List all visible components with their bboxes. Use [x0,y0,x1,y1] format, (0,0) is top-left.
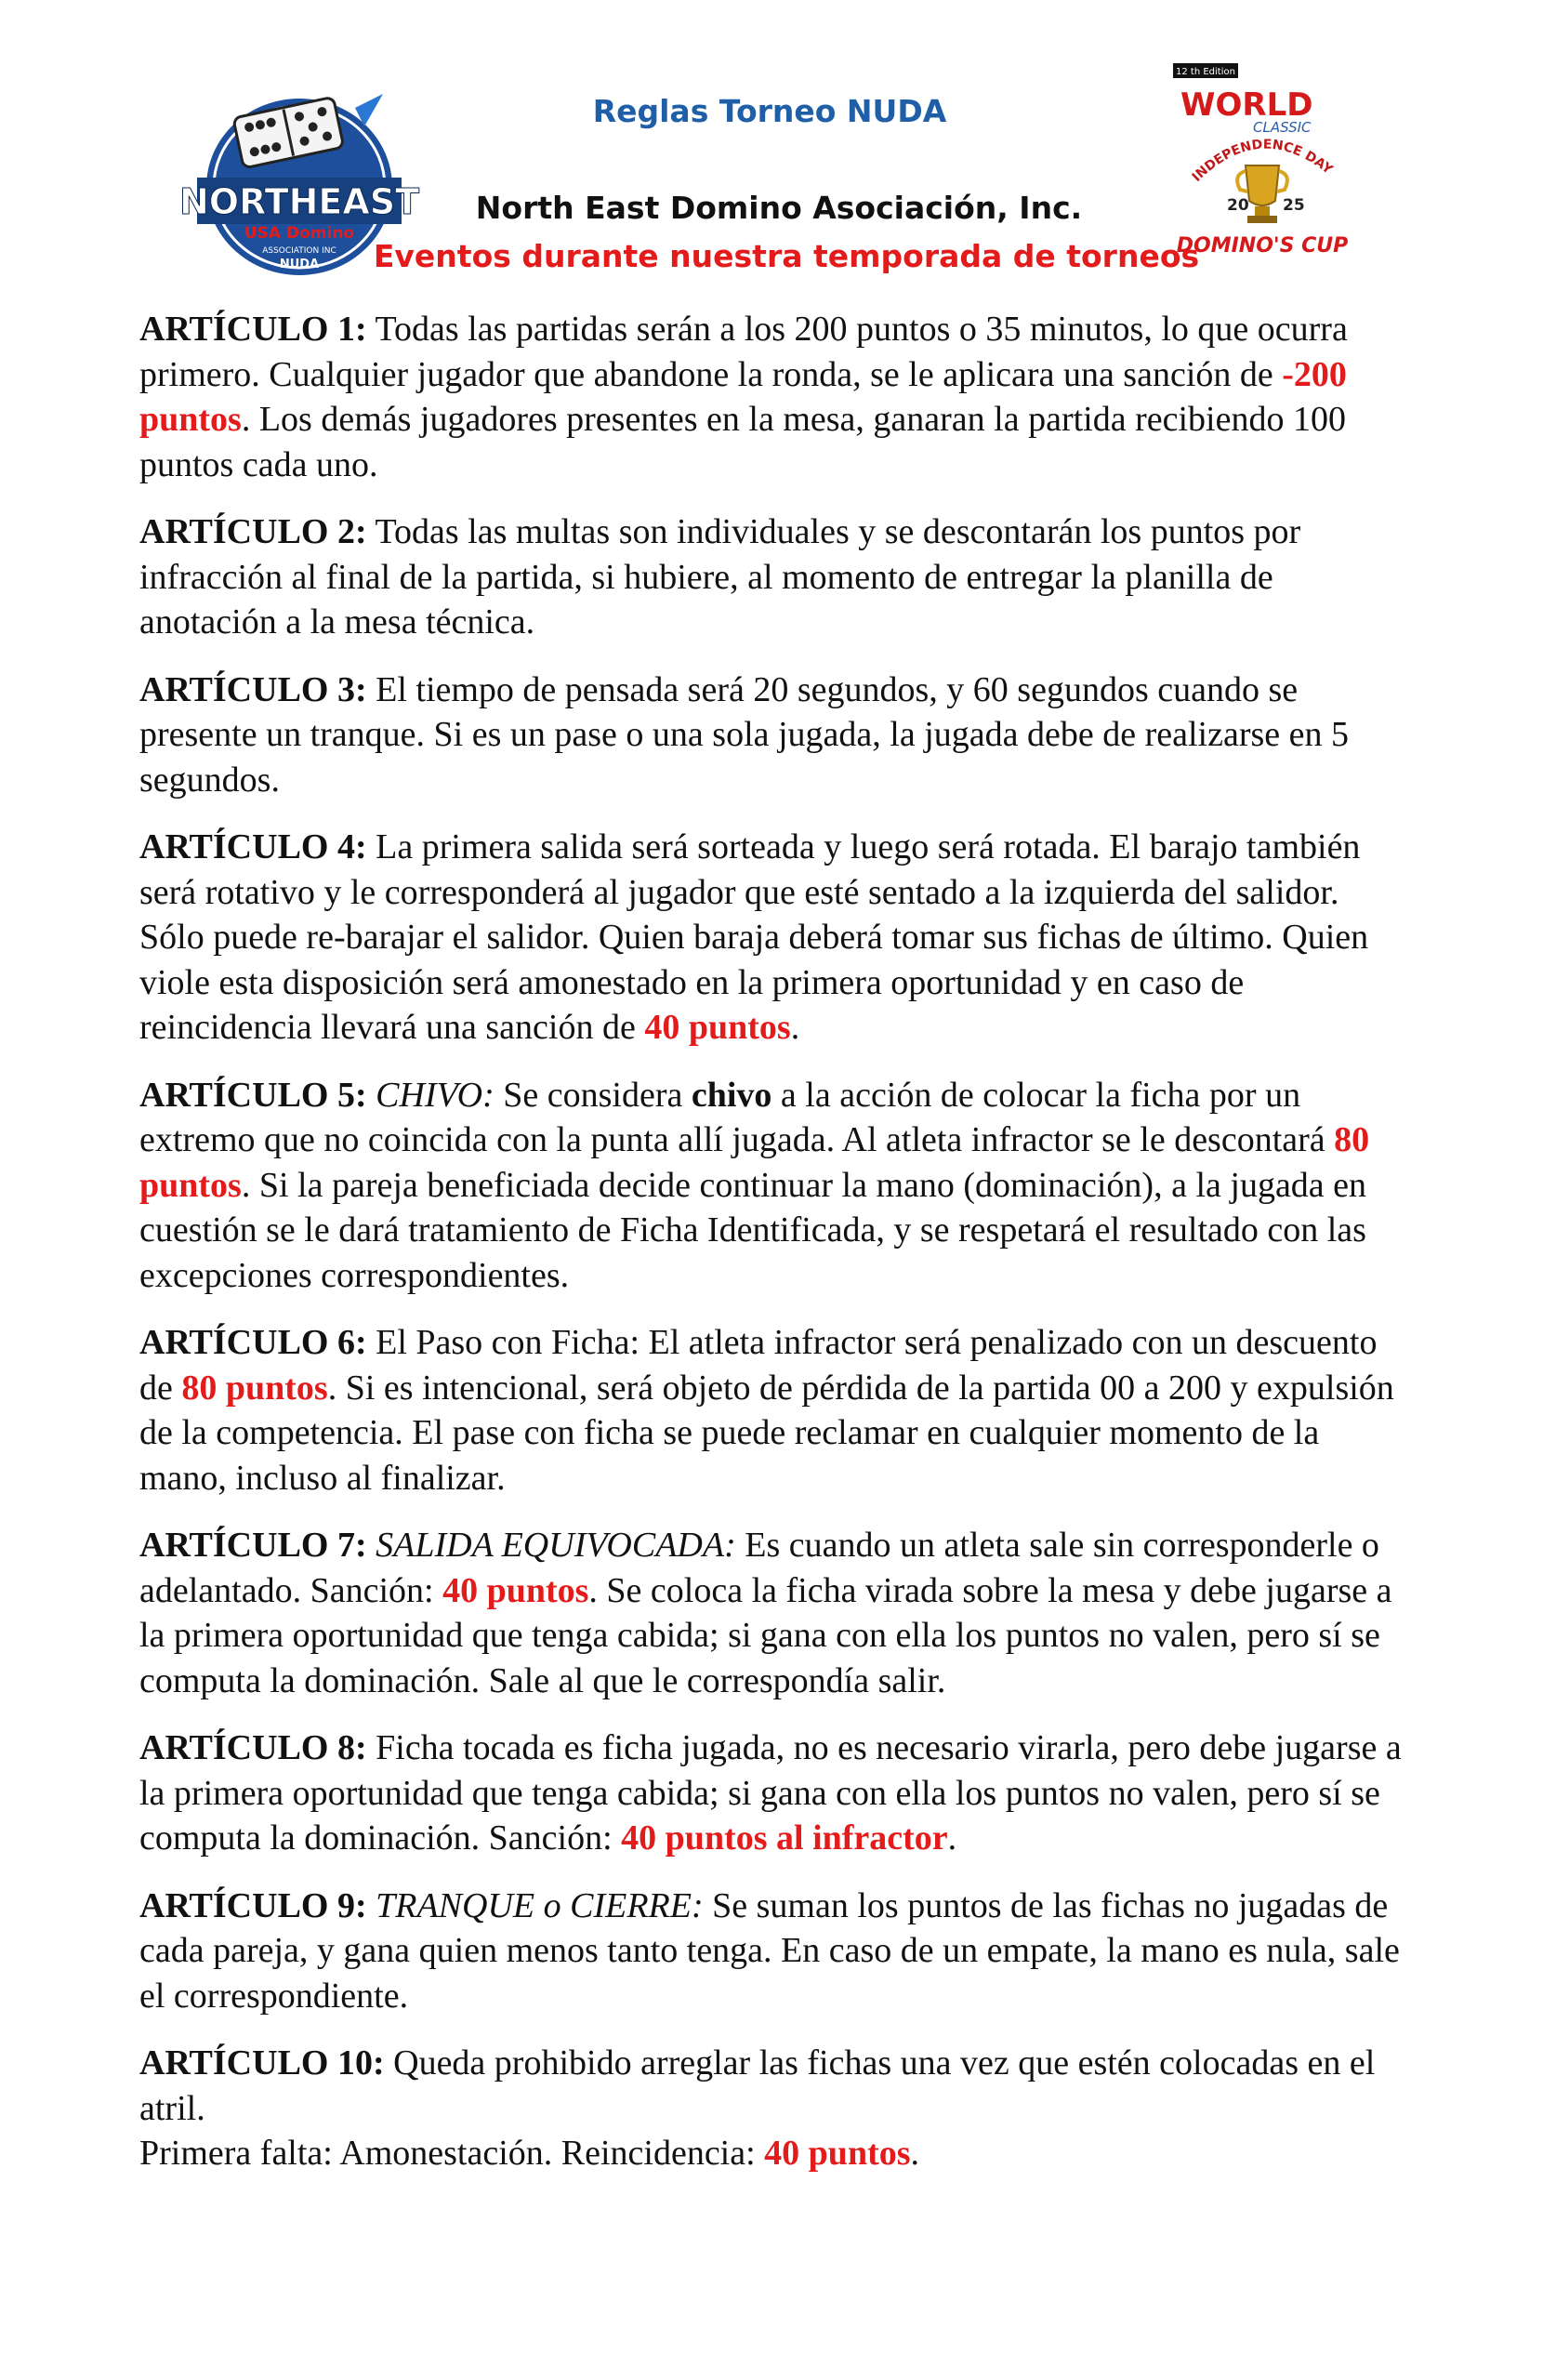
article-text: a la acción de colocar la ficha por un extremo que no coincida con la punta allí jugada. Al atleta infractor se le descontará [139,1075,1335,1159]
logo-right-year-right: 25 [1283,196,1305,215]
article-term: TRANQUE o CIERRE: [376,1885,704,1925]
article-1 [139,307,1404,487]
article-text: Todas las multas son individuales y se descontarán los puntos por infracción al final de la partida, si hubiere, al momento de entregar la planilla de anotación a la mesa técnica. [139,512,1301,641]
article-label: ARTÍCULO 5: [139,1075,367,1115]
article-label: ARTÍCULO 6: [139,1323,367,1362]
logo-right-arc-text: INDEPENDENCE DAY [1189,137,1336,185]
article-label: ARTÍCULO 3: [139,669,367,709]
page-subtitle: Eventos durante nuestra temporada de torneos [373,238,1200,274]
organization-name: North East Domino Asociación, Inc. [475,190,1083,226]
logo-right-world-text: WORLD [1180,86,1313,124]
article-10 [139,2041,1404,2176]
penalty-points: 40 puntos [442,1570,589,1610]
penalty-points: 80 puntos [181,1368,328,1408]
article-bold-term: chivo [691,1075,772,1115]
article-term-colon: : [482,1075,494,1115]
article-text: Es cuando un atleta sale sin corresponderle o adelantado. Sanción: [139,1526,1379,1610]
article-4 [139,825,1404,1051]
article-text: El tiempo de pensada será 20 segundos, y 60 segundos cuando se presente un tranque. Si es un pase o una sola jugada, la jugada debe de realizarse en 5 segundos. [139,669,1349,800]
rules-list [139,307,1404,2199]
article-text: El Paso con Ficha: El atleta infractor será penalizado con un descuento de [139,1323,1378,1408]
article-text: La primera salida será sorteada y luego será rotada. El barajo también será rotativo y le corresponderá al jugador que esté sentado a la izquierda del salidor. Sólo puede re-barajar el salidor. Quien baraja deberá tomar sus fichas de último. Quien viole esta disposición será amonestado en la primera oportunidad y en caso de reincidencia llevará una sanción de [139,827,1369,1047]
logo-left-main-text: NORTHEAST [178,181,420,222]
article-text: Ficha tocada es ficha jugada, no es necesario virarla, pero debe jugarse a la primera oportunidad que tenga cabida; si gana con ella los puntos no valen, pero sí se computa la dominación. Sanción: [139,1728,1402,1858]
article-label: ARTÍCULO 7: [139,1526,367,1565]
article-text: Queda prohibido arreglar las fichas una vez que estén colocadas en el atril. [139,2043,1376,2128]
article-5 [139,1073,1404,1299]
logo-right-classic-text: CLASSIC [1253,119,1312,136]
logo-left-nuda-text: NUDA [279,258,320,271]
article-text: Se considera [494,1075,692,1115]
logo-right-edition-text: 12 th Edition [1176,67,1235,77]
penalty-points: 80 puntos [139,1120,1370,1205]
article-9 [139,1884,1404,2019]
article-term: SALIDA EQUIVOCADA: [376,1526,736,1565]
penalty-points: 40 puntos [764,2134,911,2173]
article-term: CHIVO [376,1075,483,1115]
article-7 [139,1523,1404,1703]
article-6 [139,1320,1404,1501]
article-2 [139,509,1404,645]
article-8 [139,1726,1404,1861]
article-text: Todas las partidas serán a los 200 puntos o 35 minutos, lo que ocurra primero. Cualquier jugador que abandone la ronda, se le aplicara una sanción de [139,310,1348,394]
article-label: ARTÍCULO 8: [139,1728,367,1767]
article-text: . [947,1818,957,1858]
article-label: ARTÍCULO 9: [139,1885,367,1925]
penalty-points: -200 puntos [139,354,1347,439]
article-3 [139,668,1404,803]
article-text: . Si es intencional, será objeto de pérdida de la partida 00 a 200 y expulsión de la competencia. El pase con ficha se puede reclamar en cualquier momento de la mano, incluso al finalizar. [139,1368,1394,1498]
logo-right-cup-text: DOMINO'S CUP [1176,234,1349,258]
logo-left-assoc-text: ASSOCIATION INC [262,246,336,256]
article-label: ARTÍCULO 10: [139,2043,385,2082]
article-label: ARTÍCULO 2: [139,512,367,551]
article-label: ARTÍCULO 4: [139,827,367,866]
article-text: . Si la pareja beneficiada decide continuar la mano (dominación), a la jugada en cuestión se le dará tratamiento de Ficha Identificada, y se respetará el resultado con las excepciones correspondientes. [139,1165,1367,1295]
penalty-points: 40 puntos al infractor [621,1818,948,1858]
logo-right-year-left: 20 [1227,196,1249,215]
article-text: . [910,2134,920,2173]
article-text: Primera falta: Amonestación. Reincidencia: [139,2134,765,2173]
article-text: . [790,1008,800,1047]
page-title: Reglas Torneo NUDA [592,93,947,129]
article-text: . Se coloca la ficha virada sobre la mesa y debe jugarse a la primera oportunidad que tenga cabida; si gana con ella los puntos no valen, pero sí se computa la dominación. Sale al que le correspondía salir. [139,1570,1392,1700]
logo-left-usa-text: USA Domino [244,224,355,243]
article-label: ARTÍCULO 1: [139,310,367,349]
article-text: Se suman los puntos de las fichas no jugadas de cada pareja, y gana quien menos tanto tenga. En caso de un empate, la mano es nula, sale el correspondiente. [139,1885,1400,2016]
penalty-points: 40 puntos [644,1008,791,1047]
article-text: . Los demás jugadores presentes en la mesa, ganaran la partida recibiendo 100 puntos cada uno. [139,400,1346,484]
